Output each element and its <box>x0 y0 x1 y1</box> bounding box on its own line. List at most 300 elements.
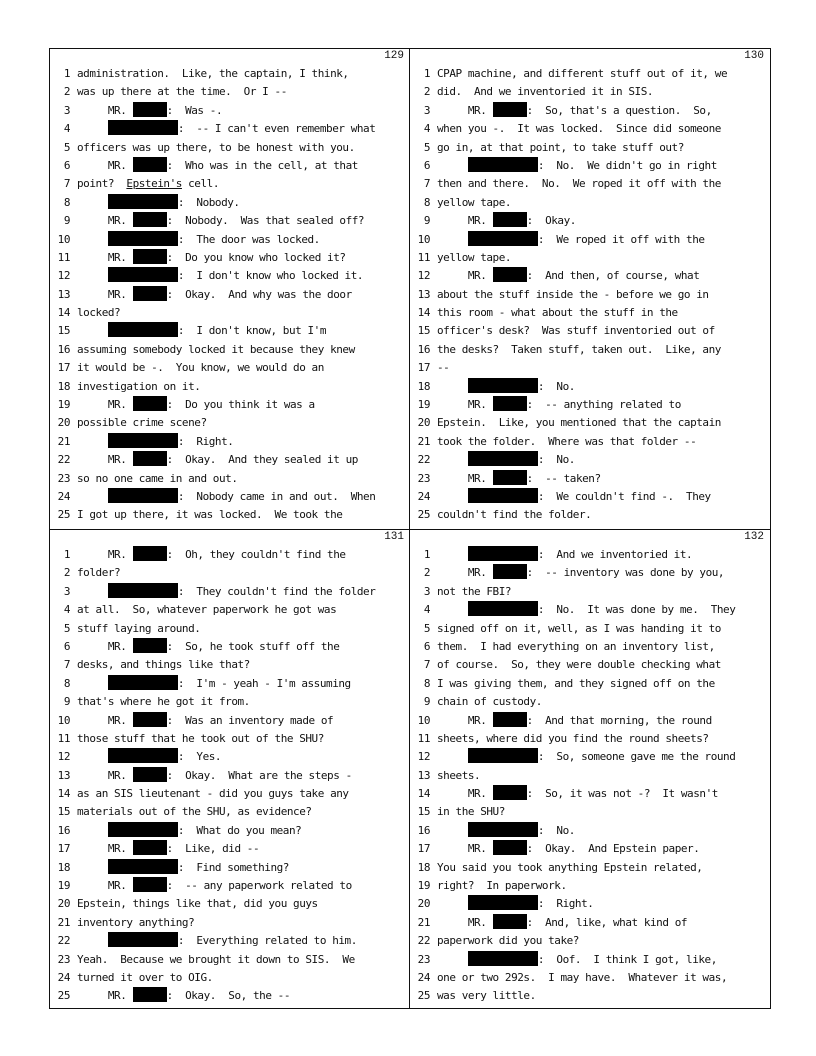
transcript-line <box>50 304 409 322</box>
transcript-line <box>50 969 409 987</box>
line-number: 1 <box>423 548 430 561</box>
redaction-block <box>133 840 167 855</box>
redaction-block <box>133 451 167 466</box>
text-segment: : No. <box>537 453 575 467</box>
text-segment: sheets. <box>437 768 481 782</box>
line-number: 7 <box>423 658 430 672</box>
text-segment: sheets, where did you find the round sheets? <box>437 731 709 745</box>
text-segment: one or two 292s. I may have. Whatever it was, <box>437 970 728 984</box>
transcript-line <box>50 620 409 638</box>
transcript-line <box>410 83 769 101</box>
text-segment <box>77 490 108 503</box>
text-segment: folder? <box>77 566 121 580</box>
text-segment: : We roped it off with the <box>537 232 705 246</box>
text-segment: : Right. <box>537 897 594 911</box>
line-number: 15 <box>57 805 70 819</box>
line-text <box>437 859 767 877</box>
page-number: 131 <box>384 531 404 543</box>
text-segment: about the stuff inside the - before we go in <box>437 287 709 301</box>
redaction-block <box>493 840 527 855</box>
line-text <box>77 730 407 748</box>
transcript-lines <box>50 65 409 525</box>
line-text <box>77 546 407 564</box>
page-number: 130 <box>744 50 764 62</box>
line-text <box>437 895 767 913</box>
line-number: 2 <box>63 85 70 99</box>
transcript-line <box>410 433 769 451</box>
line-number: 16 <box>417 342 430 356</box>
redaction-block <box>468 601 538 616</box>
text-segment <box>437 453 468 466</box>
line-text <box>437 656 767 674</box>
text-segment <box>77 585 108 598</box>
line-text <box>77 359 407 377</box>
line-text <box>77 693 407 711</box>
line-number: 22 <box>57 453 70 467</box>
text-segment: : Yes. <box>177 750 222 764</box>
text-segment: point? <box>77 177 127 191</box>
text-segment <box>77 122 108 135</box>
redaction-block <box>468 231 538 246</box>
text-segment: : Like, did -- <box>166 842 260 856</box>
line-text <box>77 767 407 785</box>
redaction-block <box>133 102 167 117</box>
text-segment: : So, it was not -? It wasn't <box>526 787 718 801</box>
text-segment: : -- inventory was done by you, <box>526 566 725 580</box>
line-number: 5 <box>63 621 70 635</box>
line-text <box>77 249 407 267</box>
line-text <box>77 194 407 212</box>
line-number: 13 <box>417 287 430 301</box>
text-segment: : No. We didn't go in right <box>537 158 717 172</box>
line-text <box>77 822 407 840</box>
redaction-block <box>108 859 178 874</box>
line-text <box>77 564 407 582</box>
line-number: 8 <box>423 195 430 209</box>
transcript-line <box>50 506 409 524</box>
text-segment: MR. <box>437 713 493 727</box>
line-number: 10 <box>417 713 430 727</box>
text-segment <box>77 861 108 874</box>
transcript-line <box>410 65 769 83</box>
line-text <box>437 470 767 488</box>
line-text <box>437 194 767 212</box>
line-text <box>77 712 407 730</box>
redaction-block <box>108 748 178 763</box>
line-text <box>77 378 407 396</box>
redaction-block <box>493 785 527 800</box>
line-number: 13 <box>57 287 70 301</box>
transcript-line <box>410 470 769 488</box>
line-number: 8 <box>423 676 430 690</box>
text-segment <box>437 897 468 910</box>
line-text <box>77 932 407 950</box>
page-number: 129 <box>384 50 404 62</box>
text-segment: MR. <box>437 269 493 283</box>
text-segment: : -- anything related to <box>526 398 681 412</box>
text-segment <box>77 324 108 337</box>
line-text <box>77 470 407 488</box>
redaction-block <box>108 932 178 947</box>
transcript-line <box>50 120 409 138</box>
redaction-block <box>133 987 167 1002</box>
text-segment: MR. <box>77 713 133 727</box>
transcript-line <box>50 396 409 414</box>
transcript-line <box>410 157 769 175</box>
redaction-block <box>108 583 178 598</box>
text-segment: MR. <box>437 471 493 485</box>
text-segment: : We couldn't find -. They <box>537 489 711 503</box>
line-number: 3 <box>423 584 430 598</box>
transcript-line <box>410 506 769 524</box>
transcript-line <box>410 546 769 564</box>
line-number: 9 <box>63 695 70 709</box>
transcript-line <box>50 583 409 601</box>
line-number: 18 <box>57 379 70 393</box>
transcript-line <box>410 693 769 711</box>
text-segment: : No. <box>537 379 575 393</box>
redaction-block <box>133 212 167 227</box>
transcript-line <box>50 601 409 619</box>
text-segment: : And that morning, the round <box>526 713 712 727</box>
transcript-line <box>50 378 409 396</box>
line-text <box>437 341 767 359</box>
transcript-line <box>50 656 409 674</box>
line-text <box>77 396 407 414</box>
text-segment: it would be -. You know, we would do an <box>77 361 324 375</box>
line-text <box>77 267 407 285</box>
line-text <box>77 157 407 175</box>
transcript-line <box>410 785 769 803</box>
transcript-line <box>410 803 769 821</box>
transcript-line <box>50 451 409 469</box>
text-segment: then and there. No. We roped it off with the <box>437 177 721 191</box>
transcript-line <box>50 932 409 950</box>
transcript-line <box>410 194 769 212</box>
line-number: 18 <box>57 860 70 874</box>
line-text <box>77 433 407 451</box>
text-segment: : Find something? <box>177 860 289 874</box>
transcript-line <box>50 194 409 212</box>
text-segment: : Was -. <box>166 103 223 117</box>
line-text <box>77 322 407 340</box>
redaction-block <box>493 914 527 929</box>
text-segment: : Everything related to him. <box>177 934 357 948</box>
line-number: 21 <box>57 915 70 929</box>
text-segment: : So, that's a question. So, <box>526 103 712 117</box>
transcript-line <box>410 932 769 950</box>
line-number: 1 <box>423 67 430 80</box>
transcript-line <box>50 139 409 157</box>
text-segment <box>77 677 108 690</box>
text-segment: : And, like, what kind of <box>526 915 688 929</box>
text-segment: locked? <box>77 306 121 320</box>
text-segment: MR. <box>77 250 133 264</box>
text-segment: : I'm - yeah - I'm assuming <box>177 676 351 690</box>
text-segment: : -- any paperwork related to <box>166 879 352 893</box>
transcript-line <box>410 249 769 267</box>
transcript-line <box>50 546 409 564</box>
text-segment: : So, he took stuff off the <box>166 639 340 653</box>
line-text <box>77 506 407 524</box>
line-number: 11 <box>57 731 70 745</box>
line-text <box>437 120 767 138</box>
page-number: 132 <box>744 531 764 543</box>
text-segment: MR. <box>77 453 133 467</box>
transcript-line <box>50 638 409 656</box>
redaction-block <box>133 546 167 561</box>
text-segment: I was giving them, and they signed off on the <box>437 676 715 690</box>
redaction-block <box>108 433 178 448</box>
transcript-line <box>50 840 409 858</box>
text-segment <box>77 269 108 282</box>
line-text <box>77 83 407 101</box>
transcript-line <box>410 638 769 656</box>
line-text <box>437 414 767 432</box>
text-segment: : Who was in the cell, at that <box>166 158 358 172</box>
transcript-line <box>50 65 409 83</box>
line-text <box>437 157 767 175</box>
line-text <box>437 378 767 396</box>
transcript-line <box>410 675 769 693</box>
line-text <box>437 620 767 638</box>
line-text <box>437 433 767 451</box>
transcript-line <box>410 895 769 913</box>
redaction-block <box>468 748 538 763</box>
line-number: 7 <box>423 177 430 191</box>
transcript-line <box>410 139 769 157</box>
line-number: 21 <box>417 915 430 929</box>
text-segment: : Right. <box>177 434 234 448</box>
text-segment: MR. <box>77 548 133 561</box>
line-number: 23 <box>417 952 430 966</box>
redaction-block <box>468 157 538 172</box>
line-number: 5 <box>423 621 430 635</box>
text-segment: that's where he got it from. <box>77 695 250 709</box>
line-text <box>437 951 767 969</box>
redaction-block <box>493 212 527 227</box>
transcript-line <box>50 987 409 1005</box>
text-segment: : And then, of course, what <box>526 269 700 283</box>
line-number: 9 <box>423 695 430 709</box>
line-number: 3 <box>423 103 430 117</box>
line-text <box>437 102 767 120</box>
text-segment: investigation on it. <box>77 379 201 393</box>
text-segment: inventory anything? <box>77 915 195 929</box>
text-segment: was very little. <box>437 989 536 1003</box>
transcript-line <box>50 951 409 969</box>
line-number: 19 <box>417 398 430 412</box>
text-segment <box>437 548 468 561</box>
text-segment: : Oof. I think I got, like, <box>537 952 717 966</box>
line-text <box>77 212 407 230</box>
text-segment: MR. <box>77 768 133 782</box>
transcript-line <box>50 767 409 785</box>
transcript-line <box>410 341 769 359</box>
text-segment: at all. So, whatever paperwork he got was <box>77 603 337 617</box>
line-number: 15 <box>417 324 430 338</box>
line-number: 23 <box>57 471 70 485</box>
text-segment: stuff laying around. <box>77 621 201 635</box>
line-number: 11 <box>57 250 70 264</box>
text-segment: did. And we inventoried it in SIS. <box>437 85 654 99</box>
text-segment <box>437 953 468 966</box>
transcript-line <box>410 414 769 432</box>
text-segment <box>437 233 468 246</box>
text-segment: : I don't know, but I'm <box>177 324 327 338</box>
text-segment: Yeah. Because we brought it down to SIS. We <box>77 952 355 966</box>
transcript-line <box>410 748 769 766</box>
line-number: 17 <box>57 842 70 856</box>
line-number: 24 <box>417 489 430 503</box>
line-text <box>437 249 767 267</box>
line-number: 18 <box>417 379 430 393</box>
transcript-line <box>410 212 769 230</box>
text-segment: MR. <box>77 214 133 228</box>
line-text <box>77 583 407 601</box>
line-number: 17 <box>57 361 70 375</box>
line-text <box>437 675 767 693</box>
line-number: 15 <box>417 805 430 819</box>
text-segment: MR. <box>77 842 133 856</box>
transcript-line <box>50 359 409 377</box>
transcript-line <box>50 83 409 101</box>
text-segment: MR. <box>437 103 493 117</box>
text-segment: : Okay. And they sealed it up <box>166 453 358 467</box>
redaction-block <box>468 378 538 393</box>
text-segment: : No. It was done by me. They <box>537 603 736 617</box>
transcript-line <box>50 212 409 230</box>
line-number: 21 <box>417 434 430 448</box>
transcript-line <box>410 359 769 377</box>
line-text <box>437 822 767 840</box>
text-segment: so no one came in and out. <box>77 471 238 485</box>
transcript-line <box>410 304 769 322</box>
text-segment <box>77 233 108 246</box>
text-segment: assuming somebody locked it because they knew <box>77 342 355 356</box>
redaction-block <box>493 470 527 485</box>
transcript-line <box>410 730 769 748</box>
transcript-line <box>410 620 769 638</box>
redaction-block <box>493 564 527 579</box>
line-number: 19 <box>57 879 70 893</box>
transcript-line <box>410 951 769 969</box>
transcript-line <box>410 859 769 877</box>
line-number: 23 <box>417 471 430 485</box>
redaction-block <box>108 231 178 246</box>
line-text <box>77 638 407 656</box>
redaction-block <box>108 194 178 209</box>
transcript-page-129 <box>50 49 409 529</box>
line-text <box>437 712 767 730</box>
redaction-block <box>468 488 538 503</box>
line-text <box>437 451 767 469</box>
redaction-block <box>493 267 527 282</box>
line-number: 17 <box>417 842 430 856</box>
text-segment <box>77 435 108 448</box>
transcript-line <box>410 877 769 895</box>
text-segment <box>437 380 468 393</box>
line-text <box>437 212 767 230</box>
line-number: 10 <box>57 713 70 727</box>
line-number: 4 <box>63 603 70 617</box>
line-text <box>437 175 767 193</box>
line-text <box>437 546 767 564</box>
line-number: 6 <box>423 158 430 172</box>
line-number: 18 <box>417 860 430 874</box>
line-number: 15 <box>57 324 70 338</box>
line-number: 19 <box>417 879 430 893</box>
redaction-block <box>108 120 178 135</box>
transcript-line <box>50 730 409 748</box>
transcript-line <box>410 120 769 138</box>
line-number: 25 <box>417 989 430 1003</box>
line-text <box>437 65 767 83</box>
transcript-page-131 <box>50 530 409 1010</box>
text-segment: materials out of the SHU, as evidence? <box>77 805 312 819</box>
transcript-lines <box>50 546 409 1006</box>
text-segment: desks, and things like that? <box>77 658 250 672</box>
text-segment: paperwork did you take? <box>437 934 579 948</box>
transcript-line <box>410 914 769 932</box>
redaction-block <box>133 286 167 301</box>
text-segment: right? In paperwork. <box>437 879 567 893</box>
line-number: 20 <box>57 897 70 911</box>
transcript-line <box>410 286 769 304</box>
text-segment: officer's desk? Was stuff inventoried out of <box>437 324 715 338</box>
text-segment: in the SHU? <box>437 805 505 819</box>
line-text <box>77 803 407 821</box>
line-number: 7 <box>63 177 70 191</box>
redaction-block <box>133 396 167 411</box>
transcript-line <box>50 822 409 840</box>
text-segment: -- <box>437 361 450 375</box>
line-number: 13 <box>57 768 70 782</box>
text-segment: cell. <box>181 177 219 191</box>
text-segment: CPAP machine, and different stuff out of it, we <box>437 67 728 80</box>
text-segment: : What do you mean? <box>177 823 302 837</box>
text-segment: officers was up there, to be honest with you. <box>77 140 355 154</box>
redaction-block <box>108 675 178 690</box>
line-text <box>77 120 407 138</box>
transcript-line <box>410 987 769 1005</box>
line-number: 4 <box>423 603 430 617</box>
transcript-line <box>50 322 409 340</box>
line-number: 1 <box>63 67 70 80</box>
line-text <box>77 231 407 249</box>
text-segment: was up there at the time. Or I -- <box>77 85 287 99</box>
line-text <box>77 877 407 895</box>
line-text <box>437 969 767 987</box>
line-text <box>77 656 407 674</box>
line-number: 9 <box>63 214 70 228</box>
redaction-block <box>133 767 167 782</box>
text-segment: : Was an inventory made of <box>166 713 334 727</box>
text-segment: : Okay. So, the -- <box>166 989 291 1003</box>
redaction-block <box>468 546 538 561</box>
line-number: 4 <box>423 122 430 136</box>
line-text <box>77 488 407 506</box>
line-number: 6 <box>63 158 70 172</box>
transcript-line <box>50 175 409 193</box>
text-segment <box>437 750 468 763</box>
text-segment: MR. <box>437 915 493 929</box>
transcript-page-132 <box>410 530 769 1010</box>
line-number: 14 <box>57 306 70 320</box>
line-text <box>437 601 767 619</box>
line-number: 2 <box>423 566 430 580</box>
line-number: 1 <box>63 548 70 561</box>
